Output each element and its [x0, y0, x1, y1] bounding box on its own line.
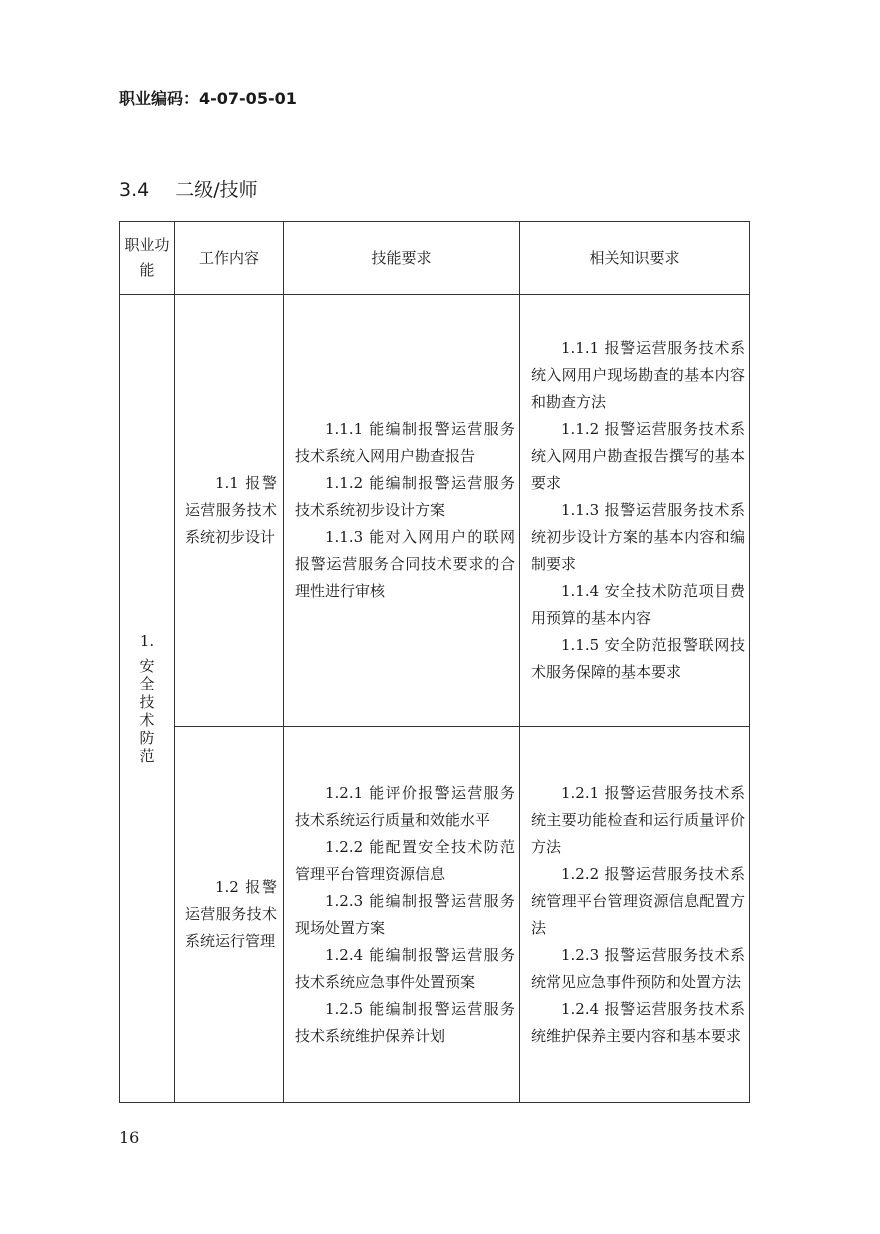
skill-item: 1.2.2 能配置安全技术防范管理平台管理资源信息	[295, 837, 515, 883]
section-number: 3.4	[119, 179, 150, 201]
header-knowledge: 相关知识要求	[520, 222, 750, 295]
header-function: 职业功能	[120, 222, 175, 295]
section-title: 二级/技师	[175, 179, 258, 201]
skill-item: 1.1.2 能编制报警运营服务技术系统初步设计方案	[295, 474, 515, 519]
table-row	[120, 727, 750, 1103]
skills-cell	[284, 727, 520, 1103]
knowledge-cell	[520, 295, 750, 727]
knowledge-cell	[520, 727, 750, 1103]
knowledge-item: 1.1.4 安全技术防范项目费用预算的基本内容	[531, 582, 745, 627]
occupation-code: 职业编码：4-07-05-01	[119, 89, 297, 108]
skill-item: 1.2.4 能编制报警运营服务技术系统应急事件处置预案	[295, 945, 515, 991]
content-text: 1.2 报警运营服务技术系统运行管理	[185, 878, 277, 950]
knowledge-item: 1.1.5 安全防范报警联网技术服务保障的基本要求	[531, 636, 745, 681]
skills-table	[119, 221, 750, 1103]
content-cell	[175, 727, 284, 1103]
knowledge-item: 1.2.3 报警运营服务技术系统常见应急事件预防和处置方法	[531, 945, 745, 991]
skill-item: 1.1.3 能对入网用户的联网报警运营服务合同技术要求的合理性进行审核	[295, 528, 515, 600]
header-skills: 技能要求	[284, 222, 520, 295]
skill-item: 1.1.1 能编制报警运营服务技术系统入网用户勘查报告	[295, 420, 515, 465]
knowledge-item: 1.1.1 报警运营服务技术系统入网用户现场勘查的基本内容和勘查方法	[531, 339, 745, 411]
function-name: 安全技术防范	[139, 656, 155, 765]
section-heading	[119, 175, 258, 202]
content-text: 1.1 报警运营服务技术系统初步设计	[185, 474, 277, 546]
knowledge-item: 1.1.3 报警运营服务技术系统初步设计方案的基本内容和编制要求	[531, 501, 745, 573]
knowledge-item: 1.2.4 报警运营服务技术系统维护保养主要内容和基本要求	[531, 999, 745, 1045]
function-cell	[120, 295, 175, 1103]
skill-item: 1.2.5 能编制报警运营服务技术系统维护保养计划	[295, 999, 515, 1045]
content-cell	[175, 295, 284, 727]
page-number: 16	[119, 1128, 140, 1147]
skill-item: 1.2.3 能编制报警运营服务现场处置方案	[295, 891, 515, 937]
knowledge-item: 1.1.2 报警运营服务技术系统入网用户勘查报告撰写的基本要求	[531, 420, 745, 492]
knowledge-item: 1.2.1 报警运营服务技术系统主要功能检查和运行质量评价方法	[531, 783, 745, 856]
skills-cell	[284, 295, 520, 727]
header-content: 工作内容	[175, 222, 284, 295]
table-row	[120, 295, 750, 727]
knowledge-item: 1.2.2 报警运营服务技术系统管理平台管理资源信息配置方法	[531, 864, 745, 937]
skill-item: 1.2.1 能评价报警运营服务技术系统运行质量和效能水平	[295, 783, 515, 829]
table-header-row	[120, 222, 750, 295]
function-number: 1.	[139, 631, 155, 650]
